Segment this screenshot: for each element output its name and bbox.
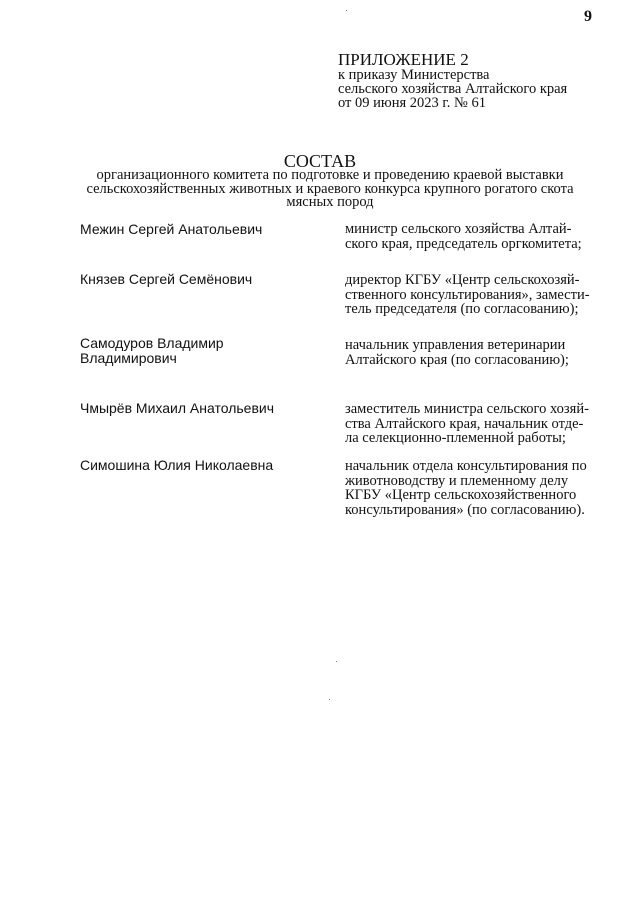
member-role-line: начальник управления ветеринарии (345, 337, 566, 353)
member-role-line: ского края, председатель оргкомитета; (345, 235, 582, 252)
member-name (80, 336, 335, 366)
member-name-line: Чмырёв Михаил Анатольевич (80, 400, 274, 416)
member-role-line: Алтайского края (по согласованию); (345, 351, 569, 368)
member-name-line: Князев Сергей Семёнович (80, 271, 253, 287)
document-subtitle (70, 169, 590, 210)
subtitle-line: мясных пород (286, 194, 374, 210)
appendix-line: сельского хозяйства Алтайского края (338, 81, 568, 97)
member-role (345, 273, 607, 317)
member-name-line: Самодуров Владимир (80, 335, 224, 351)
document-title: СОСТАВ (283, 151, 357, 171)
member-role (345, 402, 607, 446)
scan-speck (336, 661, 337, 662)
scan-speck (329, 699, 330, 700)
member-role (345, 222, 607, 251)
member-role-line: ства Алтайского края, начальник отде- (345, 415, 584, 432)
member-role-line: КГБУ «Центр сельскохозяйственного (345, 487, 577, 503)
member-role-line: консультирования» (по согласованию). (345, 501, 585, 518)
appendix-line: от 09 июня 2023 г. № 61 (338, 95, 486, 111)
member-role-line: тель председателя (по согласованию); (345, 301, 579, 317)
member-role (345, 338, 607, 367)
member-role-line: начальник отдела консультирования по (345, 458, 587, 474)
member-role-line: ла селекционно-племенной работы; (345, 430, 566, 446)
appendix-block (338, 51, 628, 110)
member-name (80, 272, 335, 287)
member-name-line: Владимирович (80, 350, 177, 366)
page-number: 9 (584, 8, 592, 25)
member-role-line: заместитель министра сельского хозяй- (345, 401, 589, 417)
member-name-line: Межин Сергей Анатольевич (80, 221, 263, 237)
appendix-heading: ПРИЛОЖЕНИЕ 2 (338, 50, 469, 69)
member-name (80, 458, 335, 473)
member-role-line: министр сельского хозяйства Алтай- (345, 221, 572, 237)
subtitle-line: сельскохозяйственных животных и краевого конкурса крупного рогатого скота (86, 180, 574, 197)
subtitle-line: организационного комитета по подготовке и проведению краевой выставки (96, 167, 564, 183)
member-name (80, 401, 335, 416)
member-name-line: Симошина Юлия Николаевна (80, 457, 274, 473)
member-name (80, 222, 335, 237)
member-role (345, 459, 607, 517)
member-role-line: животноводству и племенному делу (345, 472, 569, 489)
member-role-line: директор КГБУ «Центр сельскохозяй- (345, 272, 580, 288)
appendix-line: к приказу Министерства (338, 67, 490, 83)
scan-speck (346, 10, 347, 11)
member-role-line: ственного консультирования», замести- (345, 286, 590, 303)
